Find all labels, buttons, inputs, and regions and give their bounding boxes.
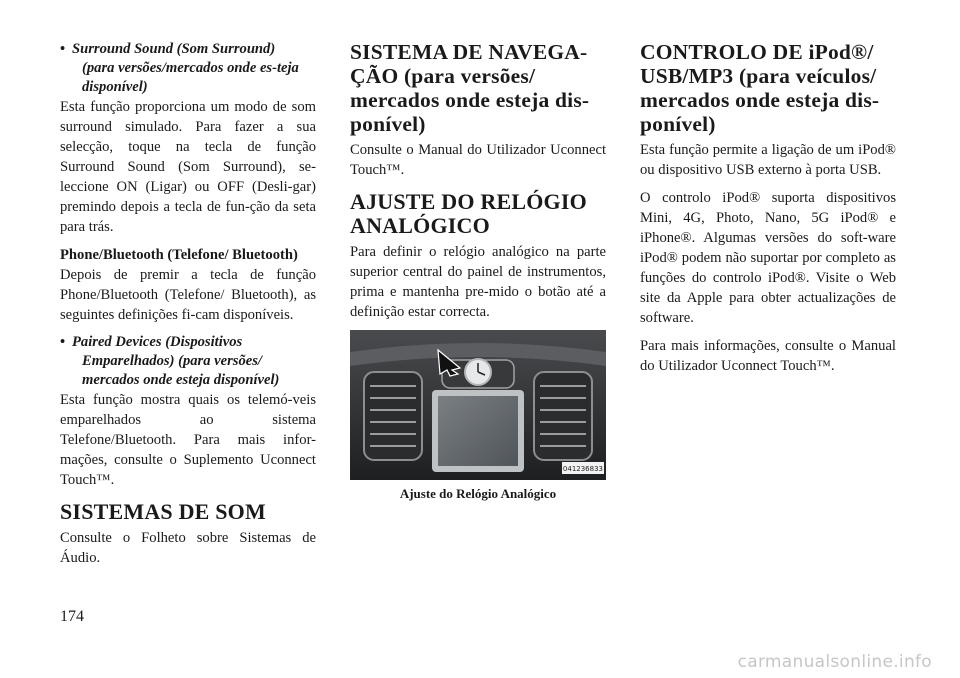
figure-analog-clock-photo — [350, 330, 606, 480]
bullet-title: • Surround Sound (Som Surround) — [72, 41, 276, 57]
figure-caption: Ajuste do Relógio Analógico — [399, 486, 557, 501]
column-left — [60, 40, 316, 576]
bullet-subtitle: (para versões/mercados onde es-teja disponível) — [82, 60, 299, 95]
figure-code: 041236833 — [562, 465, 603, 473]
paragraph-surround-description: Esta função proporciona um modo de som surround simulado. Para fazer a sua selecção, toque na tecla de função Surround Sound (Som Surround), se-leccione ON (Ligar) ou OFF (Desli-gar) premindo depois a tecla de fun-ção da seta para trás. — [60, 99, 316, 235]
paragraph-navigation: Consulte o Manual do Utilizador Uconnect Touch™. — [350, 142, 606, 178]
page-number: 174 — [60, 608, 84, 625]
paragraph-ipod-intro: Esta função permite a ligação de um iPod® ou dispositivo USB externo à porta USB. — [640, 142, 896, 178]
paragraph-sound-systems: Consulte o Folheto sobre Sistemas de Áudio. — [60, 530, 316, 566]
bullet-surround-sound — [60, 40, 316, 97]
watermark: carmanualsonline.info — [737, 652, 932, 672]
heading-analog-clock: AJUSTE DO RELÓGIO ANALÓGICO — [350, 189, 587, 238]
bullet-title: • Paired Devices (Dispositivos — [72, 334, 243, 350]
column-middle — [350, 40, 606, 502]
bullet-paired-devices — [60, 333, 316, 390]
heading-navigation: SISTEMA DE NAVEGA-ÇÃO (para versões/ mercados onde esteja dis-ponível) — [350, 40, 590, 136]
paragraph-ipod-support: O controlo iPod® suporta dispositivos Mini, 4G, Photo, Nano, 5G iPod® e iPhone®. Algumas versões do soft-ware iPod® podem não suportar por completo as funções do controlo iPod®. Visite o Web site da Apple para obter actualizações de software. — [640, 190, 896, 326]
subheading-phone-bluetooth: Phone/Bluetooth (Telefone/ Bluetooth) — [60, 247, 298, 263]
paragraph-ipod-more-info: Para mais informações, consulte o Manual do Utilizador Uconnect Touch™. — [640, 338, 896, 374]
bullet-subtitle: Emparelhados) (para versões/ mercados onde esteja disponível) — [82, 353, 280, 388]
column-right — [640, 40, 896, 384]
dashboard-illustration — [350, 330, 606, 480]
paragraph-paired-devices: Esta função mostra quais os telemó-veis emparelhados ao sistema Telefone/Bluetooth. Para mais infor-mações, consulte o Suplemento Uconnect Touch™. — [60, 392, 316, 488]
heading-sound-systems: SISTEMAS DE SOM — [60, 499, 266, 524]
paragraph-phone-bluetooth: Depois de premir a tecla de função Phone/Bluetooth (Telefone/ Bluetooth), as seguintes definições fi-cam disponíveis. — [60, 267, 316, 323]
paragraph-analog-clock: Para definir o relógio analógico na parte superior central do painel de instrumentos, prima e mantenha pre-mido o botão até a definição estar correcta. — [350, 244, 606, 320]
heading-ipod-usb: CONTROLO DE iPod®/ USB/MP3 (para veículos/ mercados onde esteja dis-ponível) — [640, 40, 880, 136]
